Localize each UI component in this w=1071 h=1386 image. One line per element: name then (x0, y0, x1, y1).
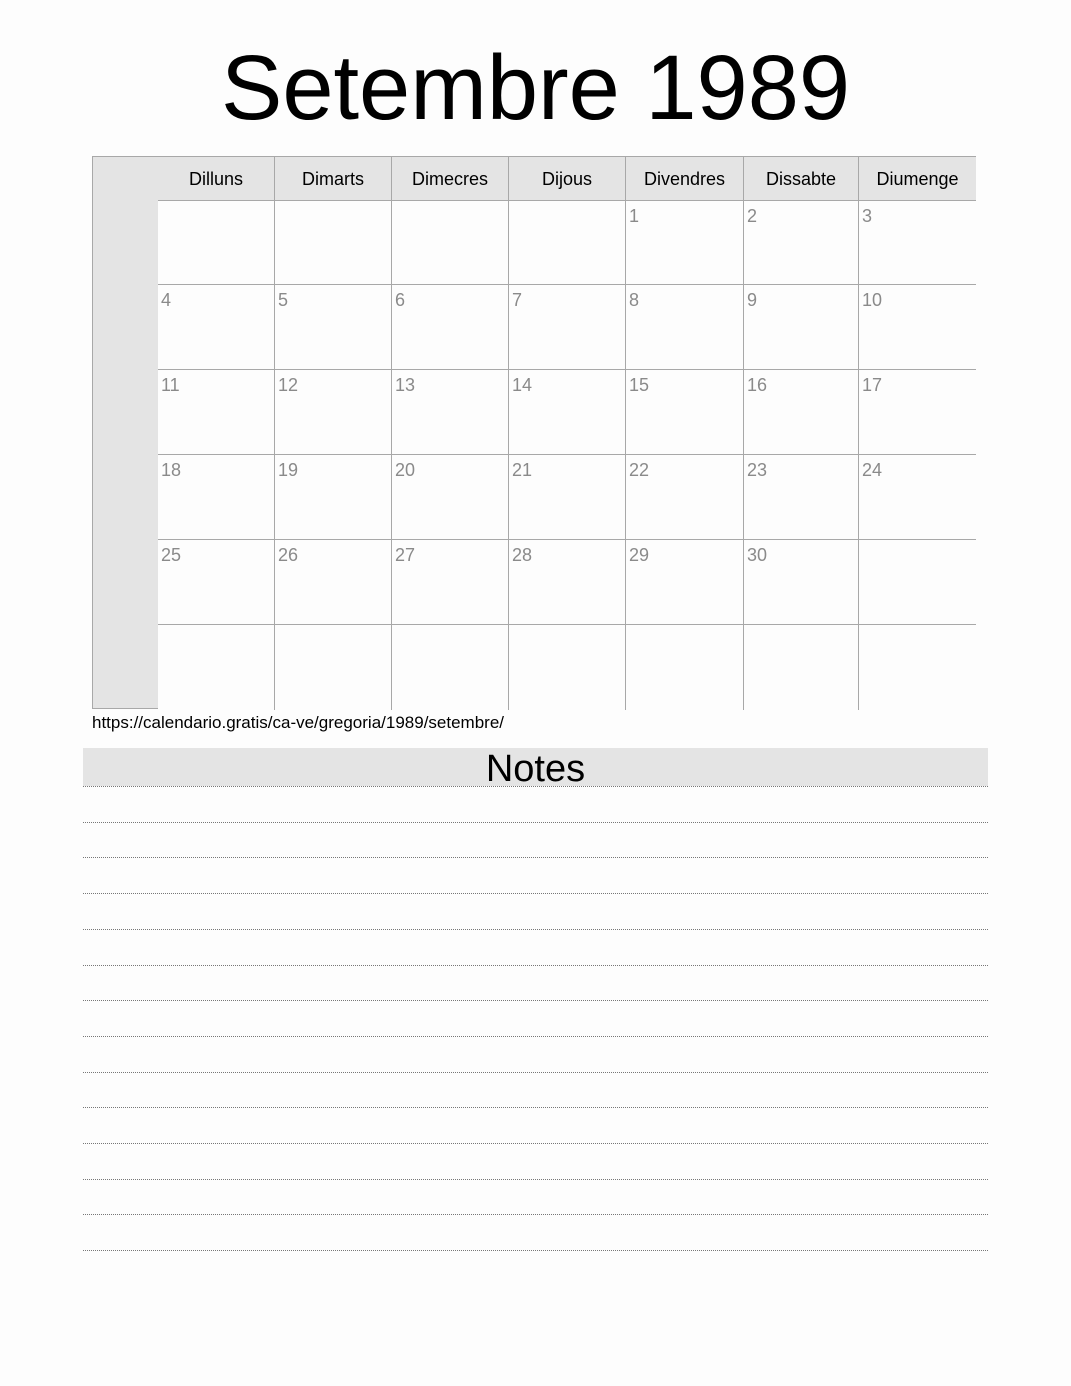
note-line (83, 1179, 988, 1180)
weekday-diumenge: Diumenge (876, 169, 959, 189)
day-cell (744, 455, 859, 540)
note-line (83, 857, 988, 858)
calendar-grid (92, 156, 976, 709)
source-url: https://calendario.gratis/ca-ve/gregoria/1989/setembre/ (92, 713, 505, 732)
day-number: 30 (747, 545, 768, 565)
weekday-dilluns: Dilluns (158, 157, 275, 200)
day-cell (744, 370, 859, 455)
day-number: 19 (278, 460, 299, 480)
day-cell (275, 285, 392, 370)
day-number: 28 (512, 545, 533, 565)
day-cell (158, 201, 275, 285)
day-cell (392, 370, 509, 455)
note-line (83, 1143, 988, 1144)
day-cell (275, 540, 392, 625)
day-cell (392, 285, 509, 370)
day-cell (392, 455, 509, 540)
weekday-dissabte: Dissabte (744, 157, 859, 200)
weekday-divendres: Divendres (626, 157, 744, 200)
note-line (83, 1072, 988, 1073)
day-number: 29 (629, 545, 650, 565)
weekday-dimecres: Dimecres (392, 157, 509, 200)
note-line (83, 1107, 988, 1108)
day-cell (509, 285, 626, 370)
day-number: 13 (395, 375, 416, 395)
day-cell (275, 370, 392, 455)
day-cell (275, 625, 392, 710)
weekday-header (158, 157, 976, 201)
day-number: 25 (161, 545, 182, 565)
day-number: 6 (395, 290, 406, 310)
note-line (83, 965, 988, 966)
day-number: 26 (278, 545, 299, 565)
day-cell (626, 201, 744, 285)
note-line (83, 822, 988, 823)
day-number: 8 (629, 290, 640, 310)
day-number: 21 (512, 460, 533, 480)
day-cell (626, 625, 744, 710)
day-cell (158, 625, 275, 710)
note-line (83, 1250, 988, 1251)
page-title: Setembre 1989 (220, 37, 851, 139)
day-number: 3 (862, 206, 873, 226)
day-number: 9 (747, 290, 758, 310)
day-cell (509, 201, 626, 285)
day-cell (626, 455, 744, 540)
day-number: 4 (161, 290, 172, 310)
day-number: 20 (395, 460, 416, 480)
day-cell (158, 455, 275, 540)
day-cell (509, 370, 626, 455)
weekday-dijous: Dijous (509, 157, 626, 200)
day-cell (275, 455, 392, 540)
note-line (83, 893, 988, 894)
day-number: 24 (862, 460, 883, 480)
day-number: 17 (862, 375, 883, 395)
day-number: 5 (278, 290, 289, 310)
note-line (83, 929, 988, 930)
day-cell (392, 625, 509, 710)
day-cell (859, 201, 976, 285)
day-number: 15 (629, 375, 650, 395)
day-number: 16 (747, 375, 768, 395)
day-cell (626, 285, 744, 370)
day-cell (158, 285, 275, 370)
note-line (83, 786, 988, 787)
day-cell (744, 540, 859, 625)
day-cell (626, 540, 744, 625)
day-number: 14 (512, 375, 533, 395)
day-number: 12 (278, 375, 299, 395)
day-cell (275, 201, 392, 285)
day-number: 23 (747, 460, 768, 480)
day-number: 18 (161, 460, 182, 480)
day-cell (158, 540, 275, 625)
day-cell (859, 285, 976, 370)
day-cell (158, 370, 275, 455)
day-cell (509, 540, 626, 625)
weekday-dimarts: Dimarts (275, 157, 392, 200)
note-line (83, 1036, 988, 1037)
day-cell (859, 540, 976, 625)
day-number: 11 (161, 375, 180, 395)
day-cell (392, 201, 509, 285)
day-cell (626, 370, 744, 455)
day-number: 27 (395, 545, 416, 565)
day-cell (744, 285, 859, 370)
note-line (83, 1214, 988, 1215)
day-cell (509, 455, 626, 540)
day-number: 10 (862, 290, 883, 310)
day-cell (859, 625, 976, 710)
note-line (83, 1000, 988, 1001)
day-cell (744, 625, 859, 710)
week-number-column (93, 157, 159, 708)
day-cell (744, 201, 859, 285)
day-cell (392, 540, 509, 625)
day-cell (509, 625, 626, 710)
day-number: 1 (629, 206, 640, 226)
notes-title: Notes (83, 748, 988, 786)
day-cell (859, 455, 976, 540)
day-number: 7 (512, 290, 523, 310)
day-number: 2 (747, 206, 758, 226)
day-number: 22 (629, 460, 650, 480)
day-cell (859, 370, 976, 455)
